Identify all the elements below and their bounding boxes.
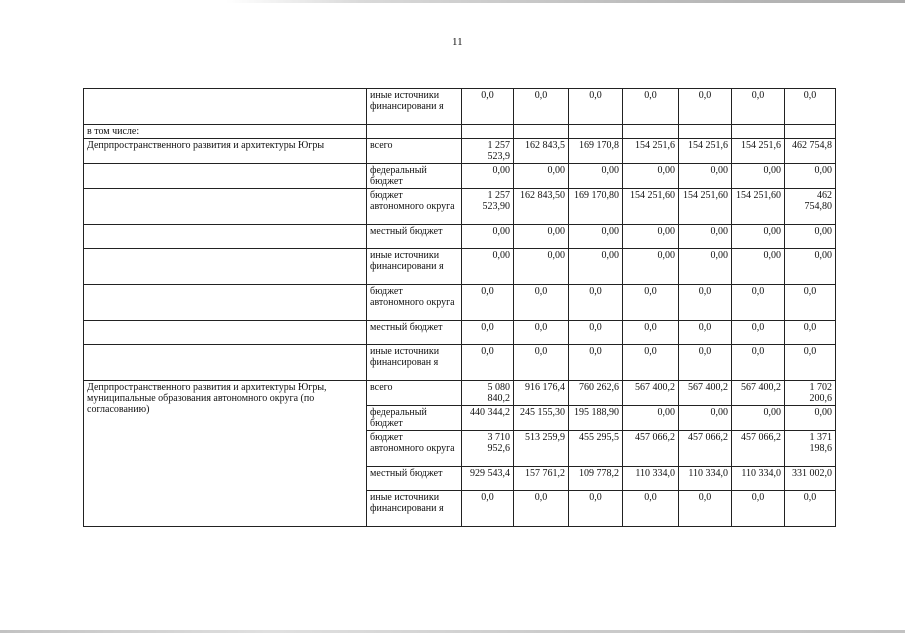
value-cell: [785, 125, 836, 139]
table-row: [84, 164, 836, 189]
value-cell: 0,0: [679, 491, 732, 527]
value-cell: 0,0: [679, 321, 732, 345]
value-cell: 0,00: [623, 406, 679, 431]
value-cell: 513 259,9: [514, 431, 569, 467]
funding-source: федеральный бюджет: [367, 406, 462, 431]
funding-source: бюджет автономного округа: [367, 285, 462, 321]
value-cell: 0,00: [732, 406, 785, 431]
value-cell: 154 251,6: [679, 139, 732, 164]
value-cell: 154 251,60: [679, 189, 732, 225]
row-name: [84, 285, 367, 321]
funding-source: местный бюджет: [367, 321, 462, 345]
value-cell: 5 080 840,2: [462, 381, 514, 406]
value-cell: 0,00: [514, 164, 569, 189]
funding-source: всего: [367, 381, 462, 406]
funding-source: бюджет автономного округа: [367, 189, 462, 225]
value-cell: 0,00: [785, 406, 836, 431]
value-cell: 929 543,4: [462, 467, 514, 491]
row-name: [84, 249, 367, 285]
funding-source: местный бюджет: [367, 467, 462, 491]
value-cell: 0,0: [569, 491, 623, 527]
scan-edge-top: [0, 0, 905, 3]
value-cell: 110 334,0: [623, 467, 679, 491]
budget-table: [83, 88, 836, 527]
value-cell: 457 066,2: [679, 431, 732, 467]
value-cell: 0,00: [623, 225, 679, 249]
table-row: [84, 89, 836, 125]
value-cell: 0,0: [462, 285, 514, 321]
value-cell: 0,00: [569, 225, 623, 249]
row-name: в том числе:: [84, 125, 367, 139]
table-row: [84, 381, 836, 406]
table-row: [84, 125, 836, 139]
value-cell: 455 295,5: [569, 431, 623, 467]
row-name: [84, 225, 367, 249]
value-cell: 3 710 952,6: [462, 431, 514, 467]
value-cell: 169 170,8: [569, 139, 623, 164]
row-name: [84, 321, 367, 345]
value-cell: 0,0: [623, 321, 679, 345]
value-cell: [569, 125, 623, 139]
row-name: Депрпространственного развития и архитектуры Югры: [84, 139, 367, 164]
value-cell: 0,0: [623, 345, 679, 381]
value-cell: 0,00: [732, 225, 785, 249]
funding-source: [367, 125, 462, 139]
table-row: [84, 139, 836, 164]
value-cell: 1 702 200,6: [785, 381, 836, 406]
value-cell: 154 251,60: [732, 189, 785, 225]
table-row: [84, 345, 836, 381]
value-cell: 0,00: [514, 249, 569, 285]
value-cell: 195 188,90: [569, 406, 623, 431]
value-cell: 0,0: [462, 345, 514, 381]
value-cell: 154 251,6: [732, 139, 785, 164]
funding-source: местный бюджет: [367, 225, 462, 249]
value-cell: 0,00: [679, 406, 732, 431]
value-cell: 0,0: [732, 285, 785, 321]
value-cell: 169 170,80: [569, 189, 623, 225]
value-cell: 0,00: [569, 249, 623, 285]
value-cell: 162 843,50: [514, 189, 569, 225]
value-cell: 0,00: [462, 249, 514, 285]
value-cell: 0,0: [785, 345, 836, 381]
value-cell: 1 257 523,9: [462, 139, 514, 164]
value-cell: 0,00: [785, 225, 836, 249]
value-cell: 0,00: [462, 164, 514, 189]
value-cell: 0,0: [623, 285, 679, 321]
value-cell: [623, 125, 679, 139]
value-cell: 245 155,30: [514, 406, 569, 431]
value-cell: 0,0: [785, 491, 836, 527]
value-cell: 0,0: [679, 89, 732, 125]
value-cell: 0,0: [462, 321, 514, 345]
row-name: Депрпространственного развития и архитектуры Югры, муниципальные образования автономного округа (по согласованию): [84, 381, 367, 527]
value-cell: 0,0: [732, 89, 785, 125]
row-name: [84, 164, 367, 189]
value-cell: 0,00: [462, 225, 514, 249]
value-cell: 760 262,6: [569, 381, 623, 406]
table-row: [84, 225, 836, 249]
value-cell: 157 761,2: [514, 467, 569, 491]
value-cell: 0,0: [514, 89, 569, 125]
value-cell: 331 002,0: [785, 467, 836, 491]
value-cell: 457 066,2: [732, 431, 785, 467]
funding-source: иные источники финансирован я: [367, 345, 462, 381]
value-cell: 0,0: [462, 491, 514, 527]
value-cell: 0,0: [623, 89, 679, 125]
value-cell: 567 400,2: [679, 381, 732, 406]
value-cell: 0,00: [732, 164, 785, 189]
value-cell: 0,00: [623, 249, 679, 285]
scan-edge-bottom: [0, 630, 905, 633]
value-cell: 109 778,2: [569, 467, 623, 491]
value-cell: 567 400,2: [623, 381, 679, 406]
value-cell: 0,0: [785, 89, 836, 125]
value-cell: 0,0: [569, 321, 623, 345]
value-cell: 110 334,0: [732, 467, 785, 491]
value-cell: 154 251,6: [623, 139, 679, 164]
table-row: [84, 321, 836, 345]
value-cell: 0,0: [732, 321, 785, 345]
value-cell: 162 843,5: [514, 139, 569, 164]
funding-source: иные источники финансировани я: [367, 249, 462, 285]
value-cell: 567 400,2: [732, 381, 785, 406]
row-name: [84, 345, 367, 381]
value-cell: 0,0: [569, 285, 623, 321]
value-cell: 110 334,0: [679, 467, 732, 491]
funding-source: федеральный бюджет: [367, 164, 462, 189]
page-number: 11: [452, 36, 463, 48]
value-cell: 0,00: [679, 225, 732, 249]
value-cell: 0,0: [569, 345, 623, 381]
value-cell: 0,0: [569, 89, 623, 125]
value-cell: 0,00: [623, 164, 679, 189]
value-cell: 0,0: [732, 345, 785, 381]
value-cell: 0,0: [514, 345, 569, 381]
value-cell: 0,0: [514, 285, 569, 321]
value-cell: 0,0: [785, 321, 836, 345]
value-cell: 0,00: [514, 225, 569, 249]
value-cell: 0,0: [679, 285, 732, 321]
value-cell: [462, 125, 514, 139]
value-cell: 154 251,60: [623, 189, 679, 225]
value-cell: 0,0: [514, 491, 569, 527]
value-cell: 0,0: [623, 491, 679, 527]
funding-source: иные источники финансировани я: [367, 89, 462, 125]
funding-source: всего: [367, 139, 462, 164]
value-cell: 0,0: [732, 491, 785, 527]
value-cell: 0,00: [732, 249, 785, 285]
value-cell: 1 371 198,6: [785, 431, 836, 467]
value-cell: 457 066,2: [623, 431, 679, 467]
value-cell: 0,00: [679, 164, 732, 189]
value-cell: 0,0: [785, 285, 836, 321]
value-cell: [679, 125, 732, 139]
row-name: [84, 189, 367, 225]
value-cell: [514, 125, 569, 139]
table-row: [84, 249, 836, 285]
value-cell: 0,00: [569, 164, 623, 189]
row-name: [84, 89, 367, 125]
funding-source: иные источники финансировани я: [367, 491, 462, 527]
table-row: [84, 189, 836, 225]
funding-source: бюджет автономного округа: [367, 431, 462, 467]
value-cell: 0,0: [679, 345, 732, 381]
value-cell: 0,0: [462, 89, 514, 125]
value-cell: 916 176,4: [514, 381, 569, 406]
value-cell: 1 257 523,90: [462, 189, 514, 225]
table-row: [84, 285, 836, 321]
value-cell: 0,00: [785, 249, 836, 285]
value-cell: 0,00: [679, 249, 732, 285]
value-cell: 440 344,2: [462, 406, 514, 431]
value-cell: 0,00: [785, 164, 836, 189]
value-cell: 0,0: [514, 321, 569, 345]
value-cell: 462 754,8: [785, 139, 836, 164]
value-cell: 462 754,80: [785, 189, 836, 225]
value-cell: [732, 125, 785, 139]
